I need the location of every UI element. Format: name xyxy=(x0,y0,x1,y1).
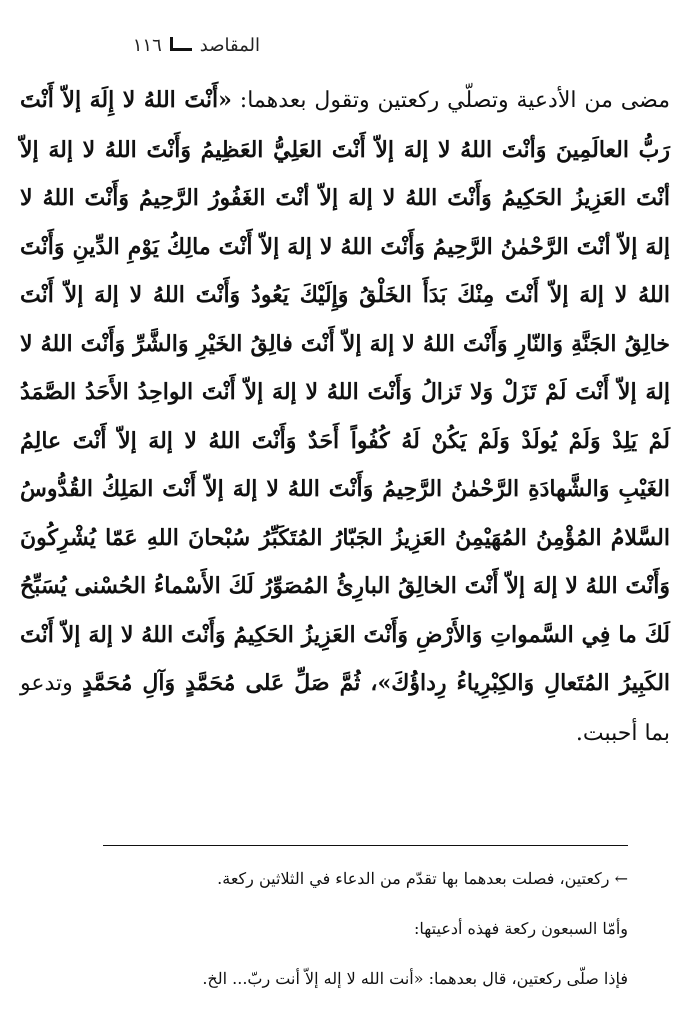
footnotes xyxy=(68,862,628,1012)
footnote-divider xyxy=(103,845,628,846)
running-head-title: المقاصد xyxy=(199,34,260,56)
running-head xyxy=(60,30,260,60)
page-number: ١١٦ xyxy=(132,34,162,56)
footnote-line: وأمّا السبعون ركعة فهذه أدعيتها: xyxy=(414,919,628,938)
footnote-line: ← ركعتين، فصلت بعدهما بها تقدّم من الدعاء في الثلاثين ركعة. xyxy=(217,869,628,888)
intro-text: مضى من الأدعية وتصلّي ركعتين وتقول بعدهما: xyxy=(231,88,670,113)
prayer-text: «أَنْتَ اللهُ لا إِلَهَ إلاّ أَنْتَ رَبُّ العالَمِينَ وَأنْتَ اللهُ لا إلهَ إلاّ أَنْتَ العَلِيُّ العَظِيمُ وَأَنْتَ اللهُ لا إلهَ إلاّ أنْتَ العَزِيزُ الحَكِيمُ وَأَنْتَ اللهُ لا إلهَ إلاّ أنْتَ الغَفُورُ الرَّحِيمُ وَأَنْتَ اللهُ لا إلهَ إلاّ أنْتَ الرَّحْمٰنُ الرَّحِيمُ وَأَنْتَ اللهُ لا إلهَ إلاّ أَنْتَ مالِكُ يَوْمِ الدِّينِ وَأَنْتَ اللهُ لا إلهَ إلاّ أَنْتَ مِنْكَ بَدَأَ الخَلْقُ وَإِلَيْكَ يَعُودُ وَأَنْتَ اللهُ لا إلهَ إلاّ أَنْتَ خالِقُ الجَنَّةِ وَالنّارِ وَأَنْتَ اللهُ لا إلهَ إلاّ أَنْتَ فالِقُ الخَيْرِ وَالشَّرِّ وَأَنْتَ اللهُ لا إلهَ إلاّ أَنْتَ لَمْ تَزَلْ وَلا تَزالُ وَأَنْتَ اللهُ لا إلهَ إلاّ أَنْتَ الواحِدُ الأَحَدُ الصَّمَدُ لَمْ يَلِدْ وَلَمْ يُولَدْ وَلَمْ يَكُنْ لَهُ كُفُواً أَحَدٌ وَأَنْتَ اللهُ لا إلهَ إلاّ أَنْتَ عالِمُ الغَيْبِ وَالشَّهادَةِ الرَّحْمٰنُ الرَّحِيمُ وَأَنْتَ اللهُ لا إلهَ إلاّ أَنْتَ المَلِكُ القُدُّوسُ السَّلامُ المُؤْمِنُ المُهَيْمِنُ العَزِيزُ الجَبّارُ المُتَكَبِّرُ سُبْحانَ اللهِ عَمّا يُشْرِكُونَ وَأَنْتَ اللهُ لا إلهَ إلاّ أَنْتَ الخالِقُ البارِئُ المُصَوِّرُ لَكَ الأَسْماءُ الحُسْنى يُسَبِّحُ لَكَ ما فِي السَّمواتِ وَالأَرْضِ وَأَنْتَ العَزِيزُ الحَكِيمُ وَأَنْتَ اللهُ لا إلهَ إلاّ أَنْتَ الكَبِيرُ المُتَعالِ وَالكِبْرِياءُ رِداؤُكَ»، ثُمَّ صَلِّ عَلى مُحَمَّدٍ وَآلِ مُحَمَّدٍ xyxy=(20,87,671,696)
footnote-line: فإذا صلّى ركعتين، قال بعدهما: «أنت الله لا إله إلاّ أنت ربّ... الخ. xyxy=(202,969,628,988)
running-head-rule xyxy=(170,37,192,51)
outro-text: وتدعو بما أحببت. xyxy=(20,671,670,746)
main-text xyxy=(20,76,670,758)
